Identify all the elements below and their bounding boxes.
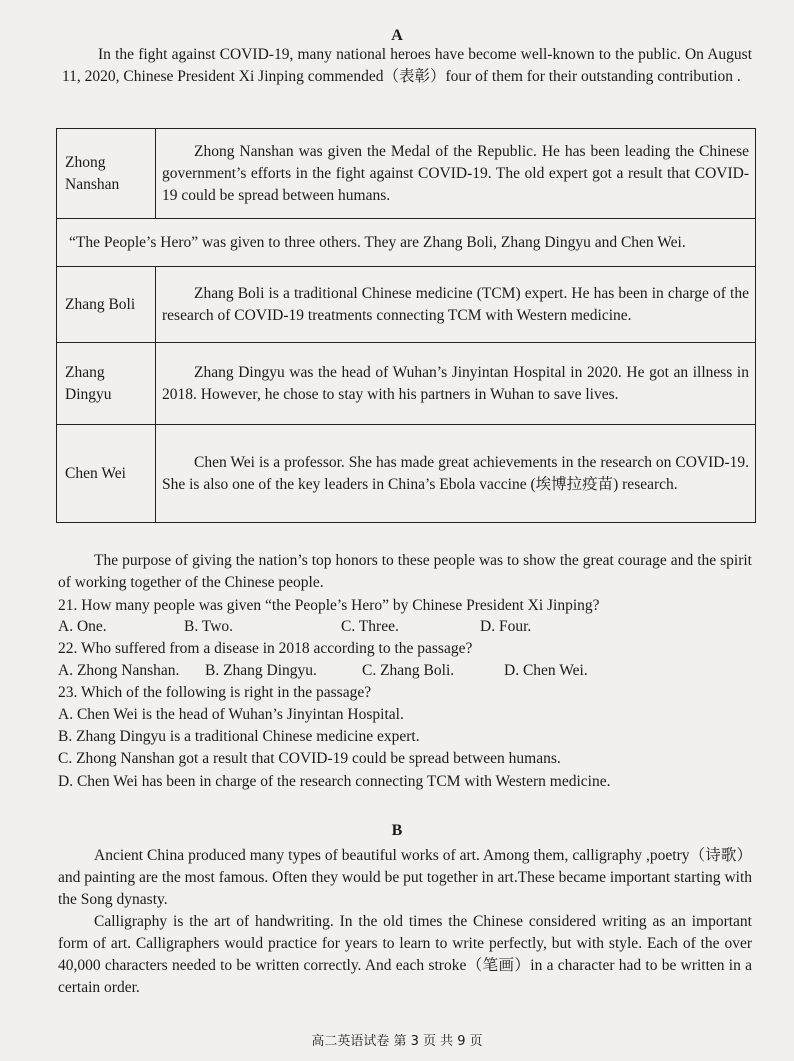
section-a-title: A bbox=[391, 27, 403, 44]
table-cell-name: Chen Wei bbox=[57, 425, 156, 523]
table-row-zhang-dingyu bbox=[57, 343, 756, 425]
section-a-closing: The purpose of giving the nation’s top honors to these people was to show the great courage and the spirit of working together of the Chinese people. bbox=[58, 552, 752, 591]
question-21-option-d[interactable]: D. Four. bbox=[480, 618, 532, 635]
table-cell-peoples-hero: “The People’s Hero” was given to three others. They are Zhang Boli, Zhang Dingyu and Chen Wei. bbox=[57, 219, 756, 267]
question-23-stem: 23. Which of the following is right in the passage? bbox=[58, 684, 372, 701]
table-cell-description: Zhong Nanshan was given the Medal of the Republic. He has been leading the Chinese government’s efforts in the fight against COVID-19. The old expert got a result that COVID-19 could be spread between humans. bbox=[156, 129, 756, 219]
section-b-title: B bbox=[391, 822, 403, 839]
table-cell-name: Zhang Boli bbox=[57, 267, 156, 343]
section-a-intro: In the fight against COVID-19, many national heroes have become well-known to the public. On August 11, 2020, Chinese President Xi Jinping commended（表彰）four of them for their outstanding contribution . bbox=[62, 46, 752, 85]
question-22-stem: 22. Who suffered from a disease in 2018 according to the passage? bbox=[58, 640, 473, 657]
table-row-zhang-boli bbox=[57, 267, 756, 343]
question-22-option-d[interactable]: D. Chen Wei. bbox=[504, 662, 588, 679]
table-row-peoples-hero bbox=[57, 219, 756, 267]
table-cell-description: Zhang Boli is a traditional Chinese medicine (TCM) expert. He has been in charge of the research of COVID-19 treatments connecting TCM with Western medicine. bbox=[156, 267, 756, 343]
section-b-paragraph-1: Ancient China produced many types of beautiful works of art. Among them, calligraphy ,poetry（诗歌）and painting are the most famous. Often they would be put together in art.These became important starting with the Song dynasty. bbox=[58, 847, 752, 908]
question-23-option-a[interactable]: A. Chen Wei is the head of Wuhan’s Jinyintan Hospital. bbox=[58, 706, 404, 723]
question-22-option-b[interactable]: B. Zhang Dingyu. bbox=[205, 662, 317, 679]
table-cell-name: Zhang Dingyu bbox=[57, 343, 156, 425]
table-row-zhong-nanshan bbox=[57, 129, 756, 219]
table-row-chen-wei bbox=[57, 425, 756, 523]
question-21-option-b[interactable]: B. Two. bbox=[184, 618, 234, 635]
question-22-option-a[interactable]: A. Zhong Nanshan. bbox=[58, 662, 180, 679]
heroes-table bbox=[56, 128, 756, 523]
question-21-stem: 21. How many people was given “the People’s Hero” by Chinese President Xi Jinping? bbox=[58, 597, 600, 614]
question-23-option-d[interactable]: D. Chen Wei has been in charge of the research connecting TCM with Western medicine. bbox=[58, 773, 611, 790]
question-23-option-b[interactable]: B. Zhang Dingyu is a traditional Chinese medicine expert. bbox=[58, 728, 420, 745]
page-footer: 高二英语试卷 第 3 页 共 9 页 bbox=[311, 1034, 483, 1049]
table-cell-description: Zhang Dingyu was the head of Wuhan’s Jinyintan Hospital in 2020. He got an illness in 2018. However, he chose to stay with his partners in Wuhan to save lives. bbox=[156, 343, 756, 425]
section-b-paragraph-2: Calligraphy is the art of handwriting. In the old times the Chinese considered writing as an important form of art. Calligraphers would practice for years to learn to write perfectly, but with style. Each of the over 40,000 characters needed to be written correctly. And each stroke（笔画）in a character had to be written in a certain order. bbox=[58, 913, 752, 996]
table-cell-name: Zhong Nanshan bbox=[57, 129, 156, 219]
question-21-option-c[interactable]: C. Three. bbox=[341, 618, 399, 635]
question-21-option-a[interactable]: A. One. bbox=[58, 618, 107, 635]
table-cell-description: Chen Wei is a professor. She has made great achievements in the research on COVID-19. She is also one of the key leaders in China’s Ebola vaccine (埃博拉疫苗) research. bbox=[156, 425, 756, 523]
question-23-option-c[interactable]: C. Zhong Nanshan got a result that COVID-19 could be spread between humans. bbox=[58, 750, 561, 767]
question-22-option-c[interactable]: C. Zhang Boli. bbox=[362, 662, 455, 679]
